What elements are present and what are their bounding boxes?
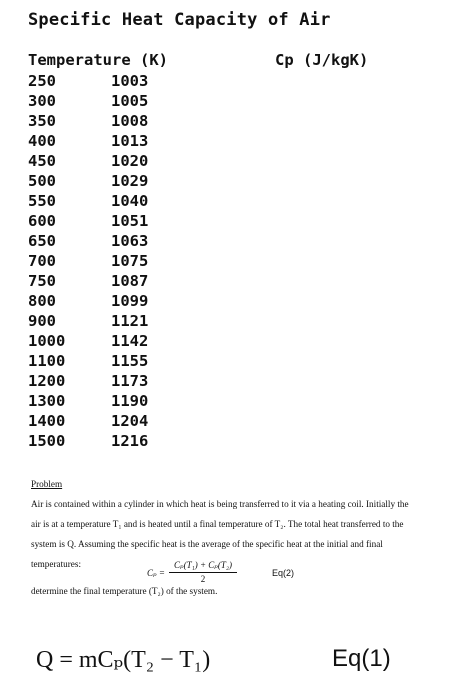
- temperature-cell: 500: [28, 172, 56, 190]
- problem-heading: Problem: [31, 479, 63, 489]
- equation-2-fraction: [169, 560, 237, 584]
- cp-cell: 1173: [111, 372, 149, 390]
- temperature-cell: 550: [28, 192, 56, 210]
- temperature-cell: 900: [28, 312, 56, 330]
- cp-cell: 1051: [111, 212, 149, 230]
- cp-cell: 1121: [111, 312, 149, 330]
- cp-cell: 1029: [111, 172, 149, 190]
- cp-cell: 1142: [111, 332, 149, 350]
- cp-cell: 1040: [111, 192, 149, 210]
- temperature-cell: 1200: [28, 372, 66, 390]
- temperature-cell: 600: [28, 212, 56, 230]
- cp-cell: 1216: [111, 432, 149, 450]
- temperature-cell: 700: [28, 252, 56, 270]
- cp-cell: 1008: [111, 112, 149, 130]
- page-title: Specific Heat Capacity of Air: [28, 10, 331, 30]
- cp-cell: 1190: [111, 392, 149, 410]
- problem-statement: Air is contained within a cylinder in which heat is being transferred to it via a heating coil. Initially the air is at a temperature T₁ and is heated until a final temperature of T₂. The total heat transferred to the system is Q. Assuming the specific heat is the average of the specific heat at the initial and final temperatures:: [31, 499, 409, 569]
- equation-2-denominator: 2: [200, 574, 206, 584]
- cp-cell: 1020: [111, 152, 149, 170]
- equation-1-tag: Eq(1): [332, 645, 391, 672]
- temperature-cell: 750: [28, 272, 56, 290]
- temperature-cell: 650: [28, 232, 56, 250]
- equation-2-tag: Eq(2): [272, 568, 295, 578]
- problem-text-block: [31, 474, 416, 574]
- temperature-column-header: Temperature (K): [28, 51, 168, 69]
- cp-cell: 1155: [111, 352, 149, 370]
- determine-instruction: determine the final temperature (T₂) of the system.: [31, 586, 218, 596]
- cp-cell: 1075: [111, 252, 149, 270]
- equation-2-lhs: Cₚ =: [147, 568, 165, 578]
- temperature-cell: 250: [28, 72, 56, 90]
- equation-2-numerator: Cₚ(T₁) + Cₚ(T₂): [169, 560, 237, 573]
- temperature-cell: 800: [28, 292, 56, 310]
- temperature-cell: 300: [28, 92, 56, 110]
- temperature-cell: 1300: [28, 392, 66, 410]
- cp-cell: 1087: [111, 272, 149, 290]
- temperature-cell: 1400: [28, 412, 66, 430]
- cp-cell: 1204: [111, 412, 149, 430]
- cp-cell: 1003: [111, 72, 149, 90]
- cp-cell: 1099: [111, 292, 149, 310]
- temperature-cell: 350: [28, 112, 56, 130]
- equation-1: Q = mCₚ(T₂ − T₁): [36, 647, 211, 673]
- cp-cell: 1063: [111, 232, 149, 250]
- cp-cell: 1005: [111, 92, 149, 110]
- cp-column-header: Cp (J/kgK): [275, 51, 369, 69]
- cp-cell: 1013: [111, 132, 149, 150]
- temperature-cell: 1100: [28, 352, 66, 370]
- temperature-cell: 1500: [28, 432, 66, 450]
- temperature-cell: 400: [28, 132, 56, 150]
- temperature-cell: 450: [28, 152, 56, 170]
- temperature-cell: 1000: [28, 332, 66, 350]
